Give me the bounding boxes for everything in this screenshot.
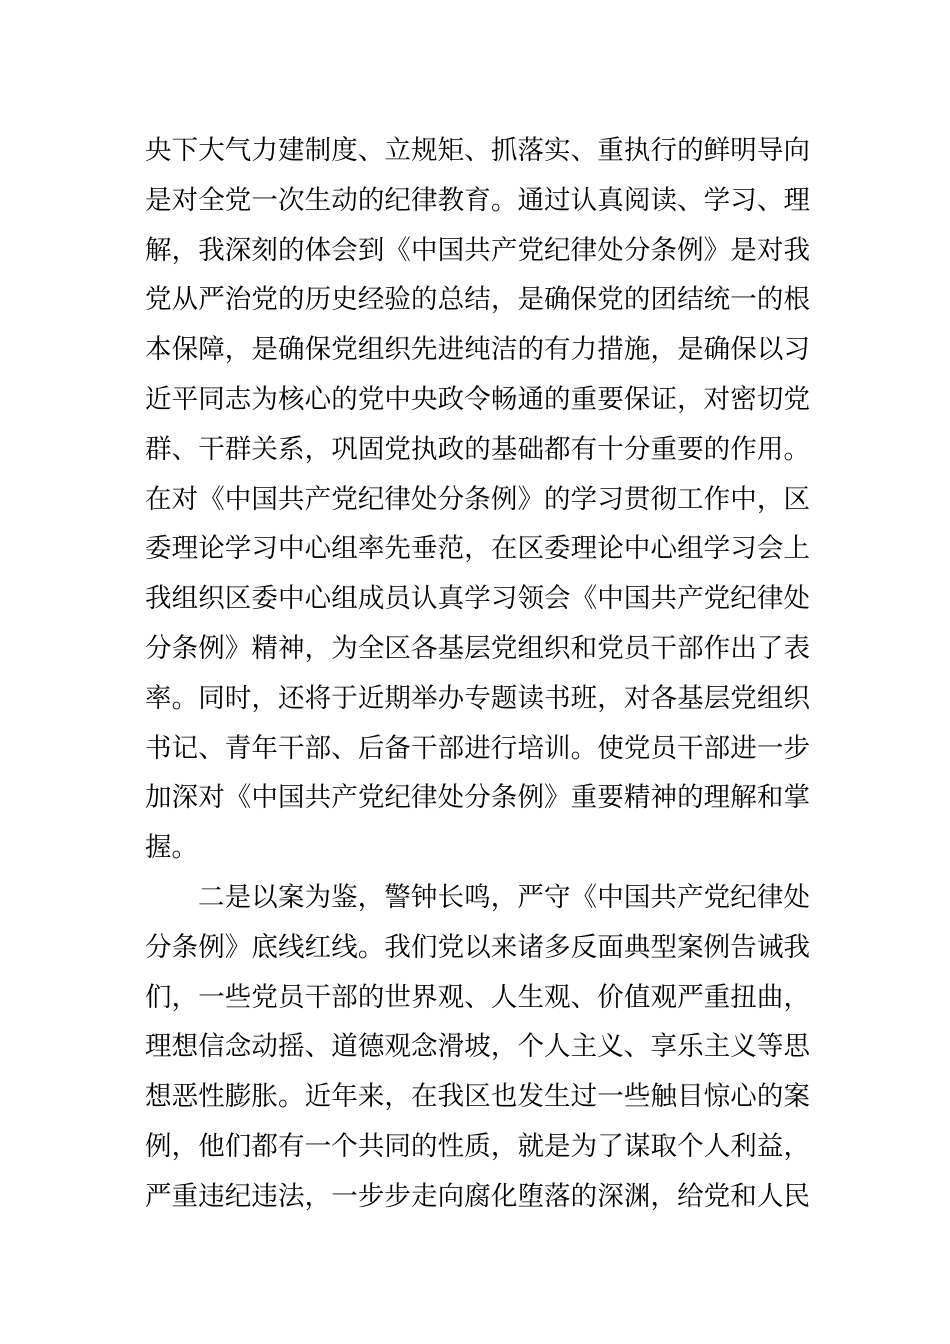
text-line: 握。 <box>145 832 198 864</box>
text-line: 理想信念动摇、道德观念滑坡，个人主义、享乐主义等思 <box>145 1031 810 1063</box>
text-line: 委理论学习中心组率先垂范，在区委理论中心组学习会上 <box>145 533 810 565</box>
text-line: 分条例》底线红线。我们党以来诸多反面典型案例告诫我 <box>145 931 810 963</box>
text-line: 分条例》精神，为全区各基层党组织和党员干部作出了表 <box>145 632 810 664</box>
text-line: 党从严治党的历史经验的总结，是确保党的团结统一的根 <box>145 284 810 316</box>
text-line: 群、干群关系，巩固党执政的基础都有十分重要的作用。 <box>145 433 810 465</box>
text-line: 央下大气力建制度、立规矩、抓落实、重执行的鲜明导向 <box>145 135 810 166</box>
text-line: 在对《中国共产党纪律处分条例》的学习贯彻工作中，区 <box>145 483 810 515</box>
text-line: 例，他们都有一个共同的性质，就是为了谋取个人利益， <box>145 1130 810 1162</box>
text-line: 加深对《中国共产党纪律处分条例》重要精神的理解和掌 <box>145 782 810 814</box>
text-line: 解，我深刻的体会到《中国共产党纪律处分条例》是对我 <box>145 234 810 266</box>
text-line: 们，一些党员干部的世界观、人生观、价值观严重扭曲， <box>145 981 810 1013</box>
body-text <box>145 126 810 1222</box>
text-line: 近平同志为核心的党中央政令畅通的重要保证，对密切党 <box>145 383 810 415</box>
text-line: 率。同时，还将于近期举办专题读书班，对各基层党组织 <box>145 682 810 714</box>
text-line: 本保障，是确保党组织先进纯洁的有力措施，是确保以习 <box>145 334 810 366</box>
text-line: 我组织区委中心组成员认真学习领会《中国共产党纪律处 <box>145 583 810 615</box>
text-line: 是对全党一次生动的纪律教育。通过认真阅读、学习、理 <box>145 184 810 216</box>
text-line: 严重违纪违法，一步步走向腐化堕落的深渊，给党和人民 <box>145 1180 810 1212</box>
paragraph-first-line: 二是以案为鉴，警钟长鸣，严守《中国共产党纪律处 <box>198 881 810 913</box>
text-line: 想恶性膨胀。近年来，在我区也发生过一些触目惊心的案 <box>145 1081 810 1113</box>
text-line: 书记、青年干部、后备干部进行培训。使党员干部进一步 <box>145 732 810 764</box>
